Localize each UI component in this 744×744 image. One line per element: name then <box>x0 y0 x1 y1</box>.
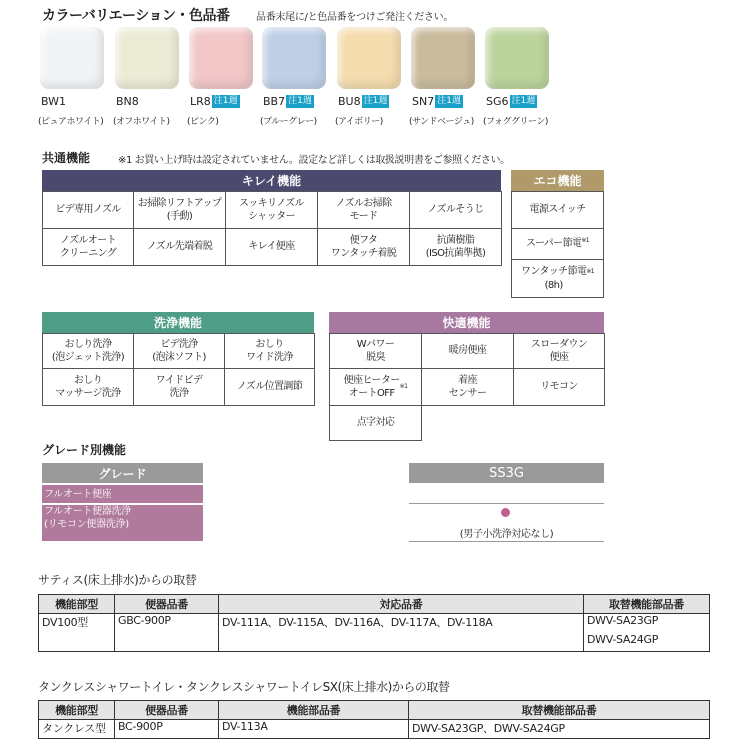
eco-cell-label: 電源スイッチ <box>529 204 586 216</box>
table-cell: BC-900P <box>115 720 219 739</box>
eco-cell <box>511 228 604 260</box>
kaiteki-cell <box>329 333 422 369</box>
kirei-cell-label: 便フタ ワンタッチ着脱 <box>330 234 397 259</box>
senjo-cell <box>133 368 225 406</box>
table-cell: タンクレス型 <box>39 720 115 739</box>
order-note: 品番末尾に/と色品番をつけご発注ください。 <box>256 12 454 23</box>
grade-row-full-auto-seat: フルオート便座 <box>42 485 203 503</box>
footnote-mark: ※1 <box>399 382 408 390</box>
table1-header-compatible: 対応品番 <box>219 595 584 614</box>
kaiteki-cell-label: Wパワー 脱臭 <box>356 338 395 363</box>
table1-header-model: 機能部型 <box>39 595 115 614</box>
table-cell: DWV-SA23GP <box>584 614 710 633</box>
senjo-cell-label: ビデ洗浄 (泡沫ソフト) <box>152 338 206 363</box>
eco-cell-label: スーパー節電 <box>525 238 582 250</box>
kirei-cell-label: スッキリノズル シャッター <box>239 197 304 222</box>
eco-band: エコ機能 <box>511 170 604 191</box>
color-swatch <box>485 27 549 89</box>
kaiteki-cell <box>513 368 605 406</box>
grade-title: グレード別機能 <box>42 443 127 457</box>
grade-band: グレード <box>42 463 203 483</box>
kaiteki-cell <box>329 405 422 441</box>
senjo-cell <box>224 333 315 369</box>
kirei-cell-label: ノズルお掃除 モード <box>335 197 392 222</box>
color-swatch <box>189 27 253 89</box>
availability-dot <box>501 508 510 517</box>
table2-header-model: 機能部型 <box>39 701 115 720</box>
table1-header-bowl: 便器品番 <box>115 595 219 614</box>
eco-cell-label: ワンタッチ節電 (8h) <box>520 266 587 291</box>
table2-title: タンクレスシャワートイレ・タンクレスシャワートイレSX(床上排水)からの取替 <box>38 680 450 694</box>
swatch-code-text: SG6 <box>486 95 509 108</box>
kirei-cell-label: ノズル先端着脱 <box>146 241 213 253</box>
kaiteki-cell <box>329 368 422 406</box>
table1-title: サティス(床上排水)からの取替 <box>38 573 197 587</box>
kirei-band: キレイ機能 <box>42 170 501 191</box>
order-lead-badge: 注1週 <box>213 96 238 106</box>
color-swatch <box>115 27 179 89</box>
order-lead-badge: 注1週 <box>363 96 388 106</box>
senjo-cell-label: おしり マッサージ洗浄 <box>55 374 121 399</box>
table-cell: GBC-900P <box>115 614 219 652</box>
kirei-cell <box>225 228 318 266</box>
color-swatch <box>262 27 326 89</box>
kaiteki-cell <box>421 368 514 406</box>
table-cell: DV-111A、DV-115A、DV-116A、DV-117A、DV-118A <box>219 614 584 652</box>
senjo-band: 洗浄機能 <box>42 312 314 333</box>
table-cell: DV100型 <box>39 614 115 652</box>
kirei-cell-label: ビデ専用ノズル <box>55 204 121 216</box>
swatch-name: (ブルーグレー) <box>260 117 317 127</box>
kirei-cell <box>42 228 134 266</box>
common-title: 共通機能 <box>42 151 91 165</box>
color-swatch <box>40 27 104 89</box>
model-divider <box>409 503 604 504</box>
senjo-cell <box>224 368 315 406</box>
swatch-code <box>41 95 66 108</box>
kirei-cell <box>317 191 410 229</box>
kaiteki-cell <box>421 333 514 369</box>
swatch-code <box>116 95 139 108</box>
senjo-cell-label: おしり洗浄 (泡ジェット洗浄) <box>51 338 125 363</box>
color-swatch <box>337 27 401 89</box>
kaiteki-cell-label: 暖房便座 <box>448 345 487 357</box>
swatch-name: (アイボリー) <box>335 117 383 127</box>
swatch-name: (サンドベージュ) <box>409 117 474 127</box>
model-note: (男子小洗浄対応なし) <box>459 529 554 540</box>
table2 <box>38 700 710 739</box>
swatch-name: (フォググリーン) <box>483 117 548 127</box>
swatch-code <box>263 95 314 108</box>
order-lead-badge: 注1週 <box>288 96 312 106</box>
table2-header-replacement: 取替機能部品番 <box>409 701 710 720</box>
table-row <box>39 614 710 633</box>
senjo-cell-label: おしり ワイド洗浄 <box>246 338 293 363</box>
kaiteki-cell-label: 便座ヒーター オートOFF <box>343 374 400 399</box>
table1 <box>38 594 710 652</box>
model-divider-bottom <box>409 541 604 542</box>
senjo-cell <box>42 333 134 369</box>
senjo-cell-label: ワイドビデ 洗浄 <box>155 374 203 399</box>
kirei-cell-label: ノズルそうじ <box>427 204 484 216</box>
page-title: カラーバリエーション・色品番 <box>42 8 230 24</box>
kaiteki-cell-label: スローダウン 便座 <box>530 338 588 363</box>
eco-cell <box>511 259 604 298</box>
kirei-cell-label: キレイ便座 <box>248 241 295 253</box>
swatch-name: (ピンク) <box>187 117 219 127</box>
table2-header-part: 機能部品番 <box>219 701 409 720</box>
kirei-cell-label: 抗菌樹脂 (ISO抗菌準拠) <box>425 234 486 259</box>
kaiteki-band: 快適機能 <box>329 312 604 333</box>
table-cell: DWV-SA24GP <box>584 633 710 652</box>
common-note: ※1 お買い上げ時は設定されていません。設定など詳しくは取扱説明書をご参照ください。 <box>118 155 510 166</box>
kirei-cell-label: ノズルオート クリーニング <box>59 234 117 259</box>
table-cell: DV-113A <box>219 720 409 739</box>
kirei-cell <box>133 228 226 266</box>
footnote-mark: ※1 <box>586 268 595 275</box>
swatch-code <box>190 95 240 108</box>
swatch-name: (ピュアホワイト) <box>38 117 104 127</box>
kirei-cell <box>133 191 226 229</box>
table1-header-replacement: 取替機能部品番 <box>584 595 710 614</box>
kirei-cell <box>409 191 502 229</box>
table-cell: DWV-SA23GP、DWV-SA24GP <box>409 720 710 739</box>
kirei-cell-label: お掃除リフトアップ (手動) <box>137 197 222 222</box>
swatch-code-text: BN8 <box>116 95 139 108</box>
color-swatch <box>411 27 475 89</box>
swatch-code-text: BB7 <box>263 95 286 108</box>
grade-row-full-auto-flush: フルオート便器洗浄 (リモコン便器洗浄) <box>42 505 203 541</box>
footnote-mark: ※1 <box>581 237 590 244</box>
kaiteki-cell <box>513 333 605 369</box>
swatch-code-text: BU8 <box>338 95 361 108</box>
eco-cell <box>511 191 604 229</box>
kirei-cell <box>225 191 318 229</box>
kaiteki-cell-label: 着座 センサー <box>448 374 487 399</box>
senjo-cell-label: ノズル位置調節 <box>236 381 303 393</box>
swatch-code <box>486 95 537 108</box>
swatch-code-text: SN7 <box>412 95 435 108</box>
swatch-code-text: BW1 <box>41 95 67 108</box>
senjo-cell <box>133 333 225 369</box>
order-lead-badge: 注1週 <box>437 96 461 106</box>
table2-header-bowl: 便器品番 <box>115 701 219 720</box>
swatch-code <box>338 95 389 108</box>
swatch-code-text: LR8 <box>190 95 211 108</box>
model-band: SS3G <box>409 463 604 483</box>
swatch-code <box>412 95 463 108</box>
kaiteki-cell-label: リモコン <box>540 381 578 393</box>
kirei-cell <box>42 191 134 229</box>
swatch-name: (オフホワイト) <box>113 117 170 127</box>
kaiteki-cell-label: 点字対応 <box>356 417 395 429</box>
kirei-cell <box>317 228 410 266</box>
order-lead-badge: 注1週 <box>511 96 536 106</box>
table-row <box>39 720 710 739</box>
kirei-cell <box>409 228 502 266</box>
senjo-cell <box>42 368 134 406</box>
